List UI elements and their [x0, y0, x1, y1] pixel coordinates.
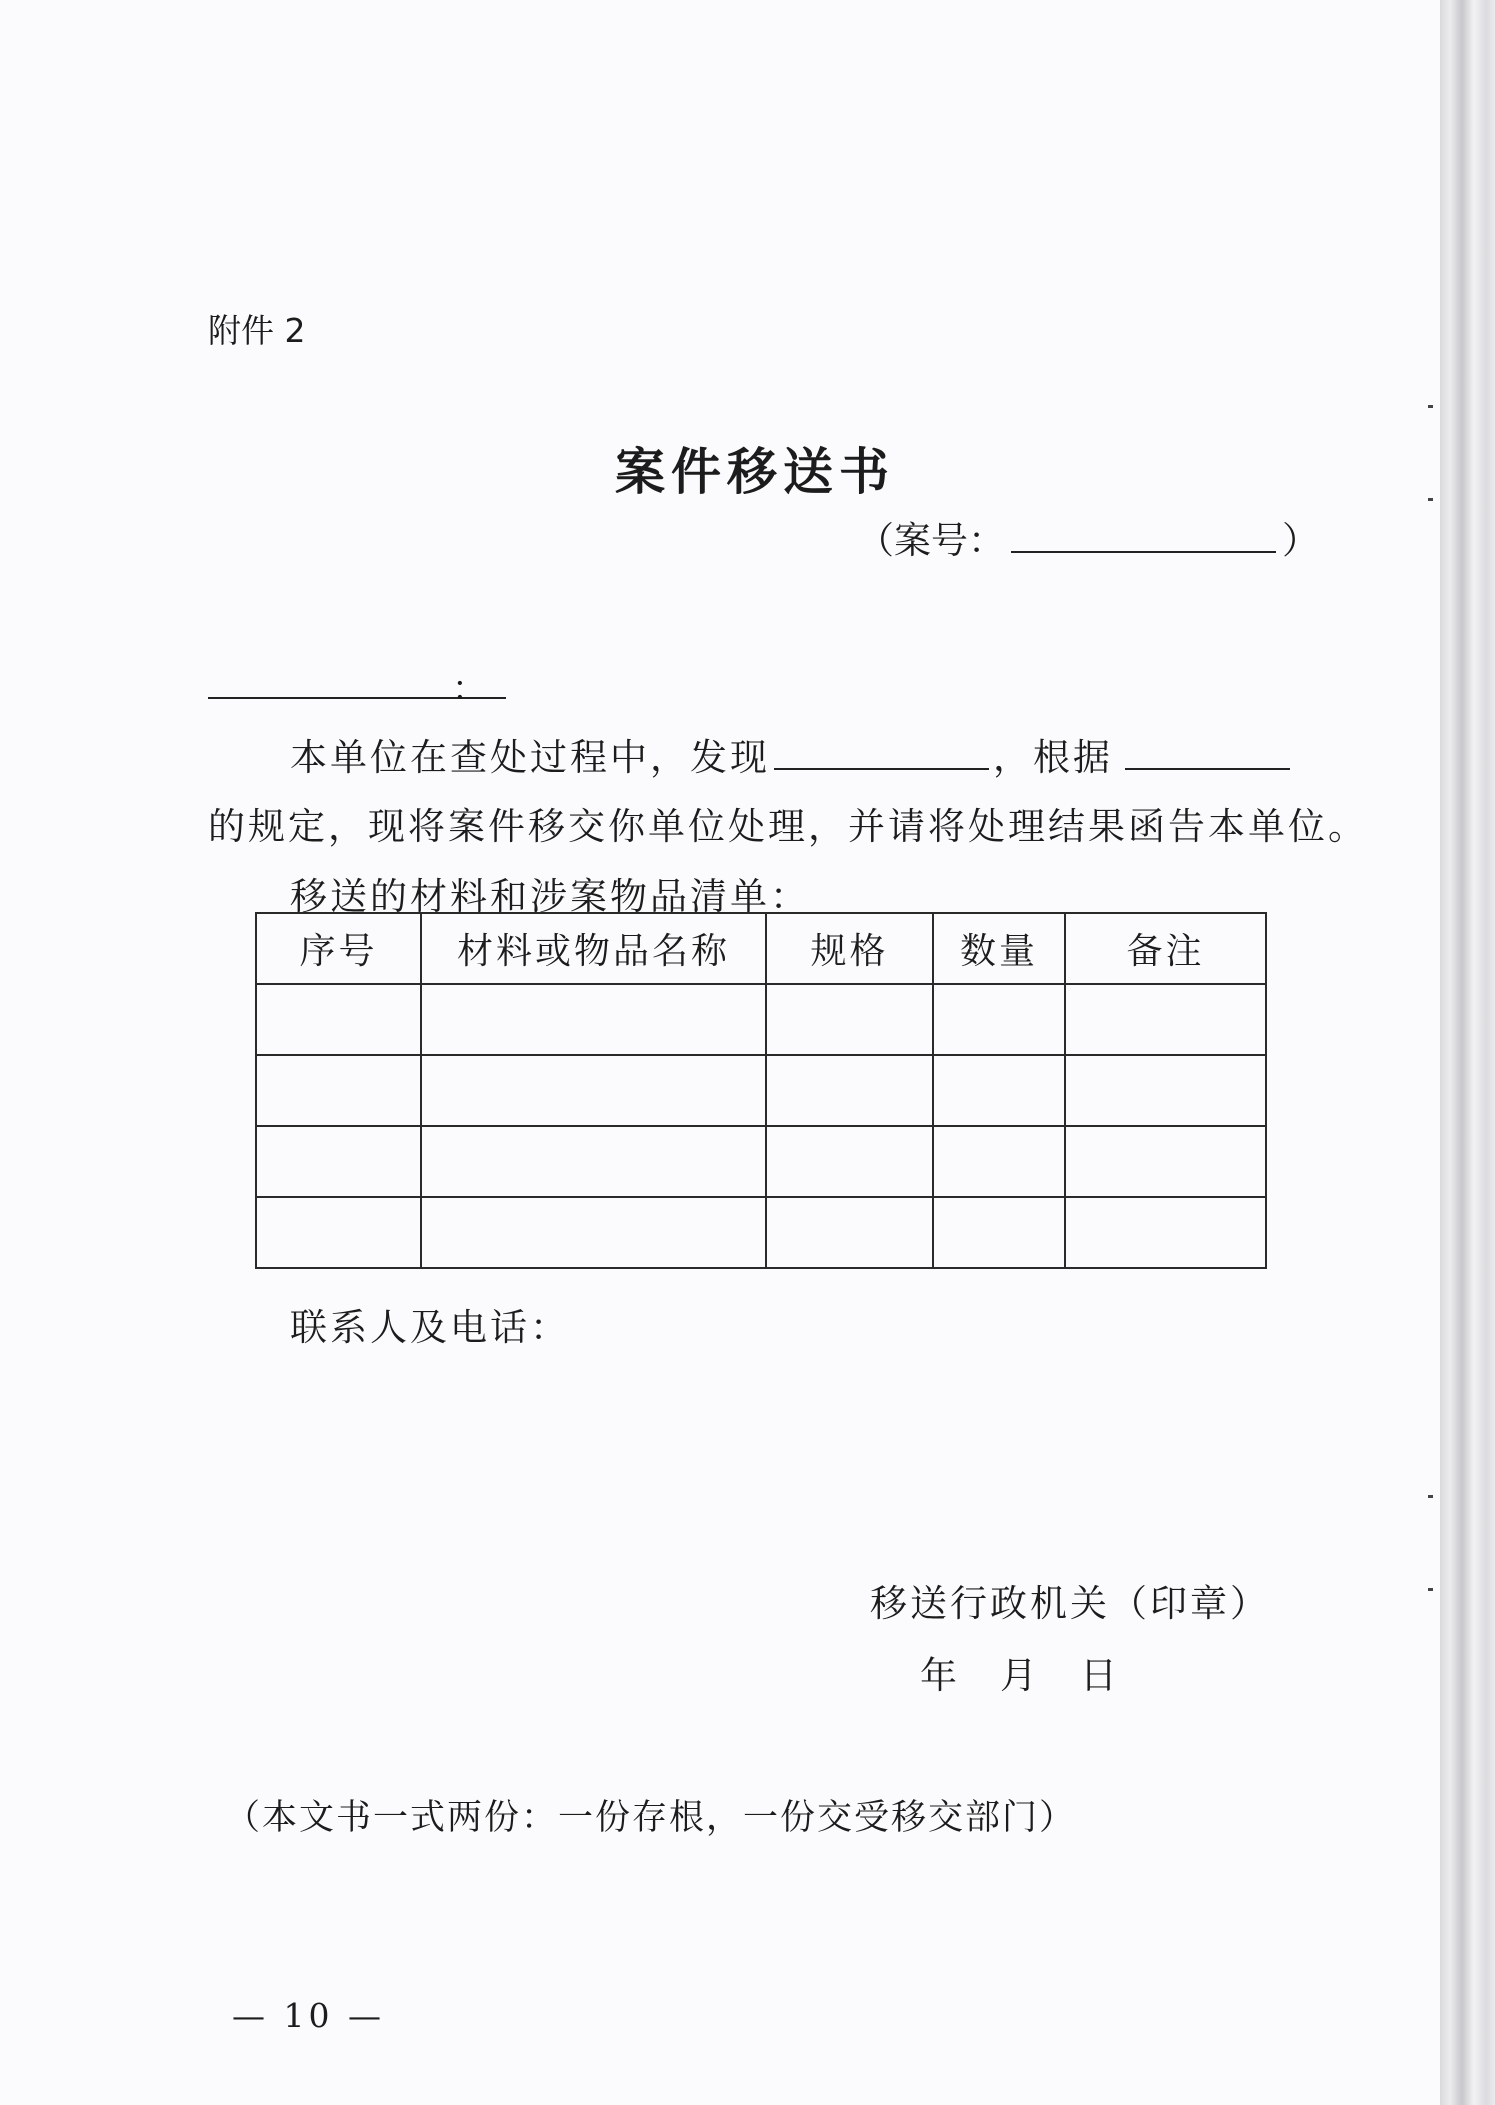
case-number-blank [1011, 521, 1276, 553]
finding-blank [774, 738, 989, 770]
body-line-1-prefix: 本单位在查处过程中，发现 [290, 736, 770, 779]
table-cell [1065, 1055, 1266, 1126]
scan-speck [1428, 498, 1433, 501]
table-cell [933, 1055, 1065, 1126]
table-row [256, 984, 1266, 1055]
table-cell [766, 984, 933, 1055]
document-title: 案件移送书 [615, 442, 895, 501]
materials-table [255, 912, 1267, 1269]
table-cell [766, 1055, 933, 1126]
table-cell [1065, 1126, 1266, 1197]
header-quantity: 数量 [933, 913, 1065, 984]
table-cell [933, 1126, 1065, 1197]
date-month: 月 [1000, 1654, 1040, 1697]
scan-speck [1428, 405, 1433, 408]
table-header-row [256, 913, 1266, 984]
table-cell [1065, 984, 1266, 1055]
table-cell [421, 1126, 766, 1197]
body-line-2: 的规定，现将案件移交你单位处理，并请将处理结果函告本单位。 [208, 805, 1368, 848]
date-year: 年 [920, 1654, 960, 1697]
basis-blank [1125, 738, 1290, 770]
page-number: — 10 — [232, 1996, 385, 2035]
issuing-authority: 移送行政机关（印章） [870, 1582, 1270, 1625]
contact-label: 联系人及电话： [290, 1306, 570, 1349]
header-serial: 序号 [256, 913, 421, 984]
date-line [920, 1645, 1160, 1699]
table-cell [256, 1055, 421, 1126]
table-cell [256, 1197, 421, 1268]
addressee-colon: ： [452, 669, 486, 709]
date-day: 日 [1080, 1654, 1120, 1697]
attachment-label: 附件 2 [208, 311, 306, 350]
table-cell [421, 984, 766, 1055]
scan-speck [1428, 1588, 1433, 1591]
table-cell [256, 984, 421, 1055]
table-cell [933, 984, 1065, 1055]
list-intro: 移送的材料和涉案物品清单： [290, 875, 810, 918]
case-number-open: （案号： [857, 519, 1005, 562]
table-row [256, 1197, 1266, 1268]
table-cell [766, 1126, 933, 1197]
table-cell [256, 1126, 421, 1197]
body-line-1-mid: ，根据 [993, 736, 1113, 779]
footnote: （本文书一式两份：一份存根，一份交受移交部门） [225, 1798, 1077, 1838]
table-cell [933, 1197, 1065, 1268]
body-line-1 [290, 727, 1290, 781]
table-cell [421, 1197, 766, 1268]
header-item-name: 材料或物品名称 [421, 913, 766, 984]
table-cell [766, 1197, 933, 1268]
table-row [256, 1055, 1266, 1126]
page-edge-shadow [1440, 0, 1495, 2105]
case-number [857, 510, 1319, 564]
header-spec: 规格 [766, 913, 933, 984]
table-cell [1065, 1197, 1266, 1268]
case-number-close: ） [1282, 519, 1319, 562]
header-remarks: 备注 [1065, 913, 1266, 984]
addressee-blank [208, 665, 506, 709]
scan-speck [1428, 1495, 1433, 1498]
table-cell [421, 1055, 766, 1126]
table-row [256, 1126, 1266, 1197]
